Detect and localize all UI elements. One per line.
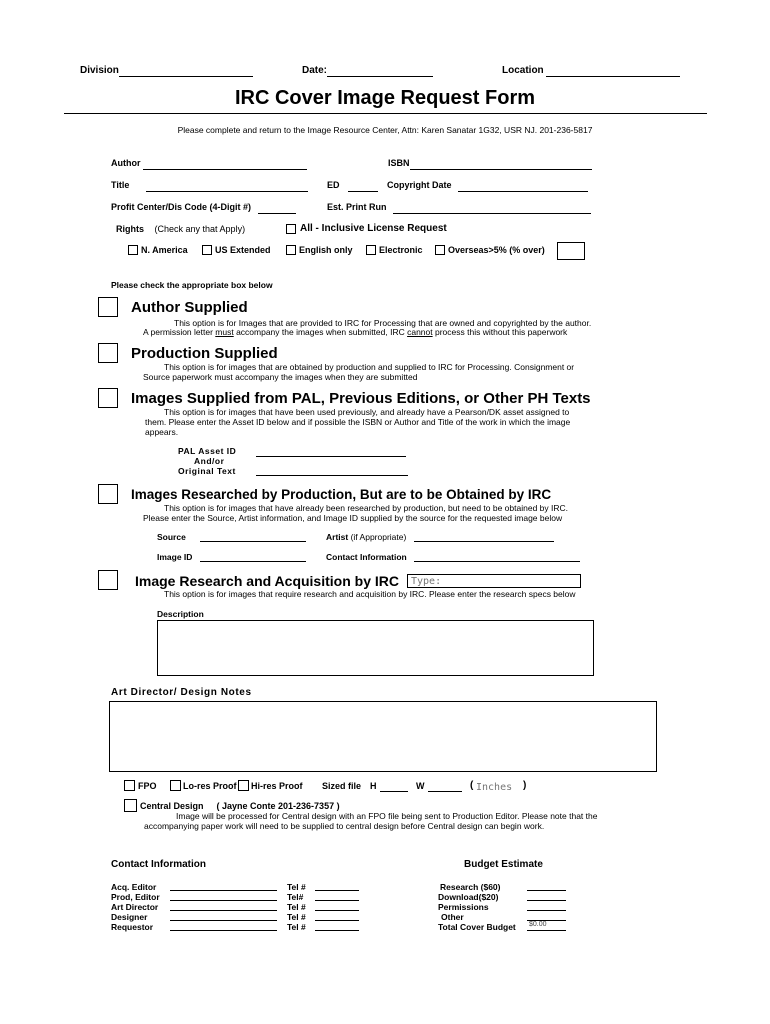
source-field[interactable] — [200, 530, 306, 542]
research-cost-field[interactable] — [527, 881, 566, 891]
english-only-checkbox[interactable] — [286, 245, 296, 255]
production-supplied-desc-2: Source paperwork must accompany the images when they are submitted — [143, 372, 418, 382]
art-tel-field[interactable] — [315, 901, 359, 911]
us-extended-checkbox[interactable] — [202, 245, 212, 255]
artist-label: Artist — [326, 532, 349, 542]
profit-center-field[interactable] — [258, 202, 296, 214]
artist-hint: (if Appropriate) — [350, 532, 407, 542]
author-supplied-desc-1: This option is for Images that are provided to IRC for Processing that are owned and copyrighted by the author. — [174, 318, 592, 328]
units-field[interactable] — [476, 780, 520, 794]
check-box-prompt: Please check the appropriate box below — [111, 280, 273, 290]
author-supplied-heading: Author Supplied — [131, 299, 248, 316]
researched-production-heading: Images Researched by Production, But are to be Obtained by IRC — [131, 487, 552, 502]
budget-other-label: Other — [441, 912, 464, 922]
pal-supplied-checkbox[interactable] — [98, 388, 118, 408]
author-supplied-checkbox[interactable] — [98, 297, 118, 317]
original-text-label: Original Text — [178, 466, 236, 476]
pal-asset-id-label: PAL Asset ID — [178, 446, 237, 456]
division-row — [80, 65, 253, 77]
ed-label: ED — [327, 180, 340, 190]
pal-supplied-desc-2: them. Please enter the Asset ID below and if possible the ISBN or Author and Title of the work in which the image — [145, 417, 571, 427]
budget-research-label: Research ($60) — [440, 882, 501, 892]
lores-label: Lo-res Proof — [183, 780, 237, 791]
title-divider — [64, 113, 707, 114]
production-supplied-checkbox[interactable] — [98, 343, 118, 363]
isbn-field[interactable] — [410, 158, 592, 170]
designer-field[interactable] — [170, 911, 277, 921]
art-director-field[interactable] — [170, 901, 277, 911]
units-close-paren: ) — [523, 780, 527, 791]
budget-total-label: Total Cover Budget — [438, 922, 516, 932]
overseas-label: Overseas>5% (% over) — [448, 245, 545, 255]
prod-tel-field[interactable] — [315, 891, 359, 901]
pal-supplied-desc-3: appears. — [145, 427, 179, 437]
electronic-label: Electronic — [379, 245, 423, 255]
acq-editor-field[interactable] — [170, 881, 277, 891]
print-run-label: Est. Print Run — [327, 202, 387, 212]
fpo-checkbox[interactable] — [124, 780, 135, 791]
description-label: Description — [157, 609, 204, 619]
contact-row-art-tel: Tel # — [287, 902, 306, 912]
andor-label: And/or — [194, 456, 225, 466]
pal-supplied-desc-1: This option is for images that have been used previously, and already have a Pearson/DK asset assigned to — [164, 407, 570, 417]
contact-row-prod-label: Prod, Editor — [111, 892, 160, 902]
lores-checkbox[interactable] — [170, 780, 181, 791]
copyright-field[interactable] — [458, 180, 588, 192]
units-open-paren: ( — [470, 780, 474, 791]
rights-label: Rights — [116, 224, 144, 234]
permissions-cost-field[interactable] — [527, 901, 566, 911]
budget-heading: Budget Estimate — [464, 859, 543, 870]
central-design-desc-1: Image will be processed for Central design with an FPO file being sent to Production Editor. Please note that the — [176, 811, 598, 821]
researched-production-checkbox[interactable] — [98, 484, 118, 504]
original-text-field[interactable] — [256, 464, 408, 476]
requestor-tel-field[interactable] — [315, 921, 359, 931]
date-label: Date: — [302, 65, 328, 76]
title-field[interactable] — [146, 180, 308, 192]
download-cost-field[interactable] — [527, 891, 566, 901]
designer-tel-field[interactable] — [315, 911, 359, 921]
contact-row-requestor-tel: Tel # — [287, 922, 306, 932]
english-only-label: English only — [299, 245, 353, 255]
contact-row-art-label: Art Director — [111, 902, 159, 912]
research-irc-heading: Image Research and Acquisition by IRC — [135, 573, 399, 589]
total-budget-value: $0.00 — [527, 920, 566, 931]
north-america-checkbox[interactable] — [128, 245, 138, 255]
width-field[interactable] — [428, 780, 462, 792]
h-label: H — [370, 781, 377, 791]
rights-hint: (Check any that Apply) — [154, 224, 246, 234]
researched-production-desc-1: This option is for images that have already been researched by production, but need to be obtained by IRC. — [164, 503, 568, 513]
copyright-label: Copyright Date — [387, 180, 452, 190]
research-type-field[interactable] — [407, 574, 581, 588]
central-design-label: Central Design — [140, 800, 204, 811]
central-design-contact: ( Jayne Conte 201-236-7357 ) — [216, 800, 340, 811]
north-america-label: N. America — [141, 245, 188, 255]
researched-production-desc-2: Please enter the Source, Artist information, and Image ID supplied by the source for the requested image below — [143, 513, 563, 523]
pal-supplied-heading: Images Supplied from PAL, Previous Editions, or Other PH Texts — [131, 390, 591, 407]
acq-tel-field[interactable] — [315, 881, 359, 891]
date-row — [302, 65, 433, 77]
author-label: Author — [111, 158, 141, 168]
author-field[interactable] — [143, 158, 307, 170]
budget-download-label: Download($20) — [438, 892, 499, 902]
overseas-percent-field[interactable] — [557, 242, 585, 260]
contact-row-designer-label: Designer — [111, 912, 148, 922]
image-id-field[interactable] — [200, 550, 306, 562]
central-design-checkbox[interactable] — [124, 799, 137, 812]
contact-row-prod-tel: Tel# — [287, 892, 304, 902]
all-inclusive-label: All - Inclusive License Request — [300, 223, 447, 234]
contact-row-acq-label: Acq. Editor — [111, 882, 157, 892]
form-title: IRC Cover Image Request Form — [234, 87, 536, 109]
contact-row-acq-tel: Tel # — [287, 882, 306, 892]
instructions-text: Please complete and return to the Image Resource Center, Attn: Karen Sanatar 1G32, USR NJ. 201-236-5817 — [177, 125, 593, 135]
location-row — [502, 65, 680, 77]
date-field[interactable] — [327, 65, 433, 77]
budget-permissions-label: Permissions — [438, 902, 489, 912]
production-supplied-desc-1: This option is for images that are obtained by production and supplied to IRC for Processing. Consignment or — [164, 362, 575, 372]
location-field[interactable] — [546, 65, 680, 77]
fpo-label: FPO — [138, 780, 157, 791]
hires-checkbox[interactable] — [238, 780, 249, 791]
isbn-label: ISBN — [388, 158, 410, 168]
source-label: Source — [157, 532, 186, 542]
art-director-label: Art Director/ Design Notes — [111, 687, 252, 698]
requestor-field[interactable] — [170, 921, 277, 931]
ed-field[interactable] — [348, 180, 378, 192]
profit-center-label: Profit Center/Dis Code (4-Digit #) — [111, 202, 252, 212]
contact-row-requestor-label: Requestor — [111, 922, 154, 932]
us-extended-label: US Extended — [215, 245, 271, 255]
sized-file-label: Sized file — [322, 781, 362, 791]
division-field[interactable] — [119, 65, 253, 77]
contact-info-field[interactable] — [414, 550, 580, 562]
division-label: Division — [80, 65, 119, 76]
image-id-label: Image ID — [157, 552, 193, 562]
prod-editor-field[interactable] — [170, 891, 277, 901]
art-director-textarea[interactable] — [109, 701, 657, 772]
contact-info-label: Contact Information — [326, 552, 407, 562]
title-label: Title — [111, 180, 130, 190]
location-label: Location — [502, 65, 544, 76]
all-inclusive-checkbox[interactable] — [286, 224, 296, 234]
artist-field[interactable] — [414, 530, 554, 542]
contact-row-designer-tel: Tel # — [287, 912, 306, 922]
central-design-desc-2: accompanying paper work will need to be supplied to central design before Central design can begin work. — [144, 821, 545, 831]
pal-asset-id-field[interactable] — [256, 445, 406, 457]
electronic-checkbox[interactable] — [366, 245, 376, 255]
print-run-field[interactable] — [393, 202, 591, 214]
overseas-checkbox[interactable] — [435, 245, 445, 255]
height-field[interactable] — [380, 780, 408, 792]
contact-info-heading: Contact Information — [111, 859, 206, 870]
research-irc-desc: This option is for images that require research and acquisition by IRC. Please enter the research specs below — [164, 589, 576, 599]
research-irc-checkbox[interactable] — [98, 570, 118, 590]
hires-label: Hi-res Proof — [251, 780, 303, 791]
author-supplied-desc-2: A permission letter must accompany the images when submitted, IRC cannot process this without this paperwork — [143, 327, 568, 337]
production-supplied-heading: Production Supplied — [131, 345, 278, 362]
description-textarea[interactable] — [157, 620, 594, 676]
w-label: W — [416, 781, 425, 791]
